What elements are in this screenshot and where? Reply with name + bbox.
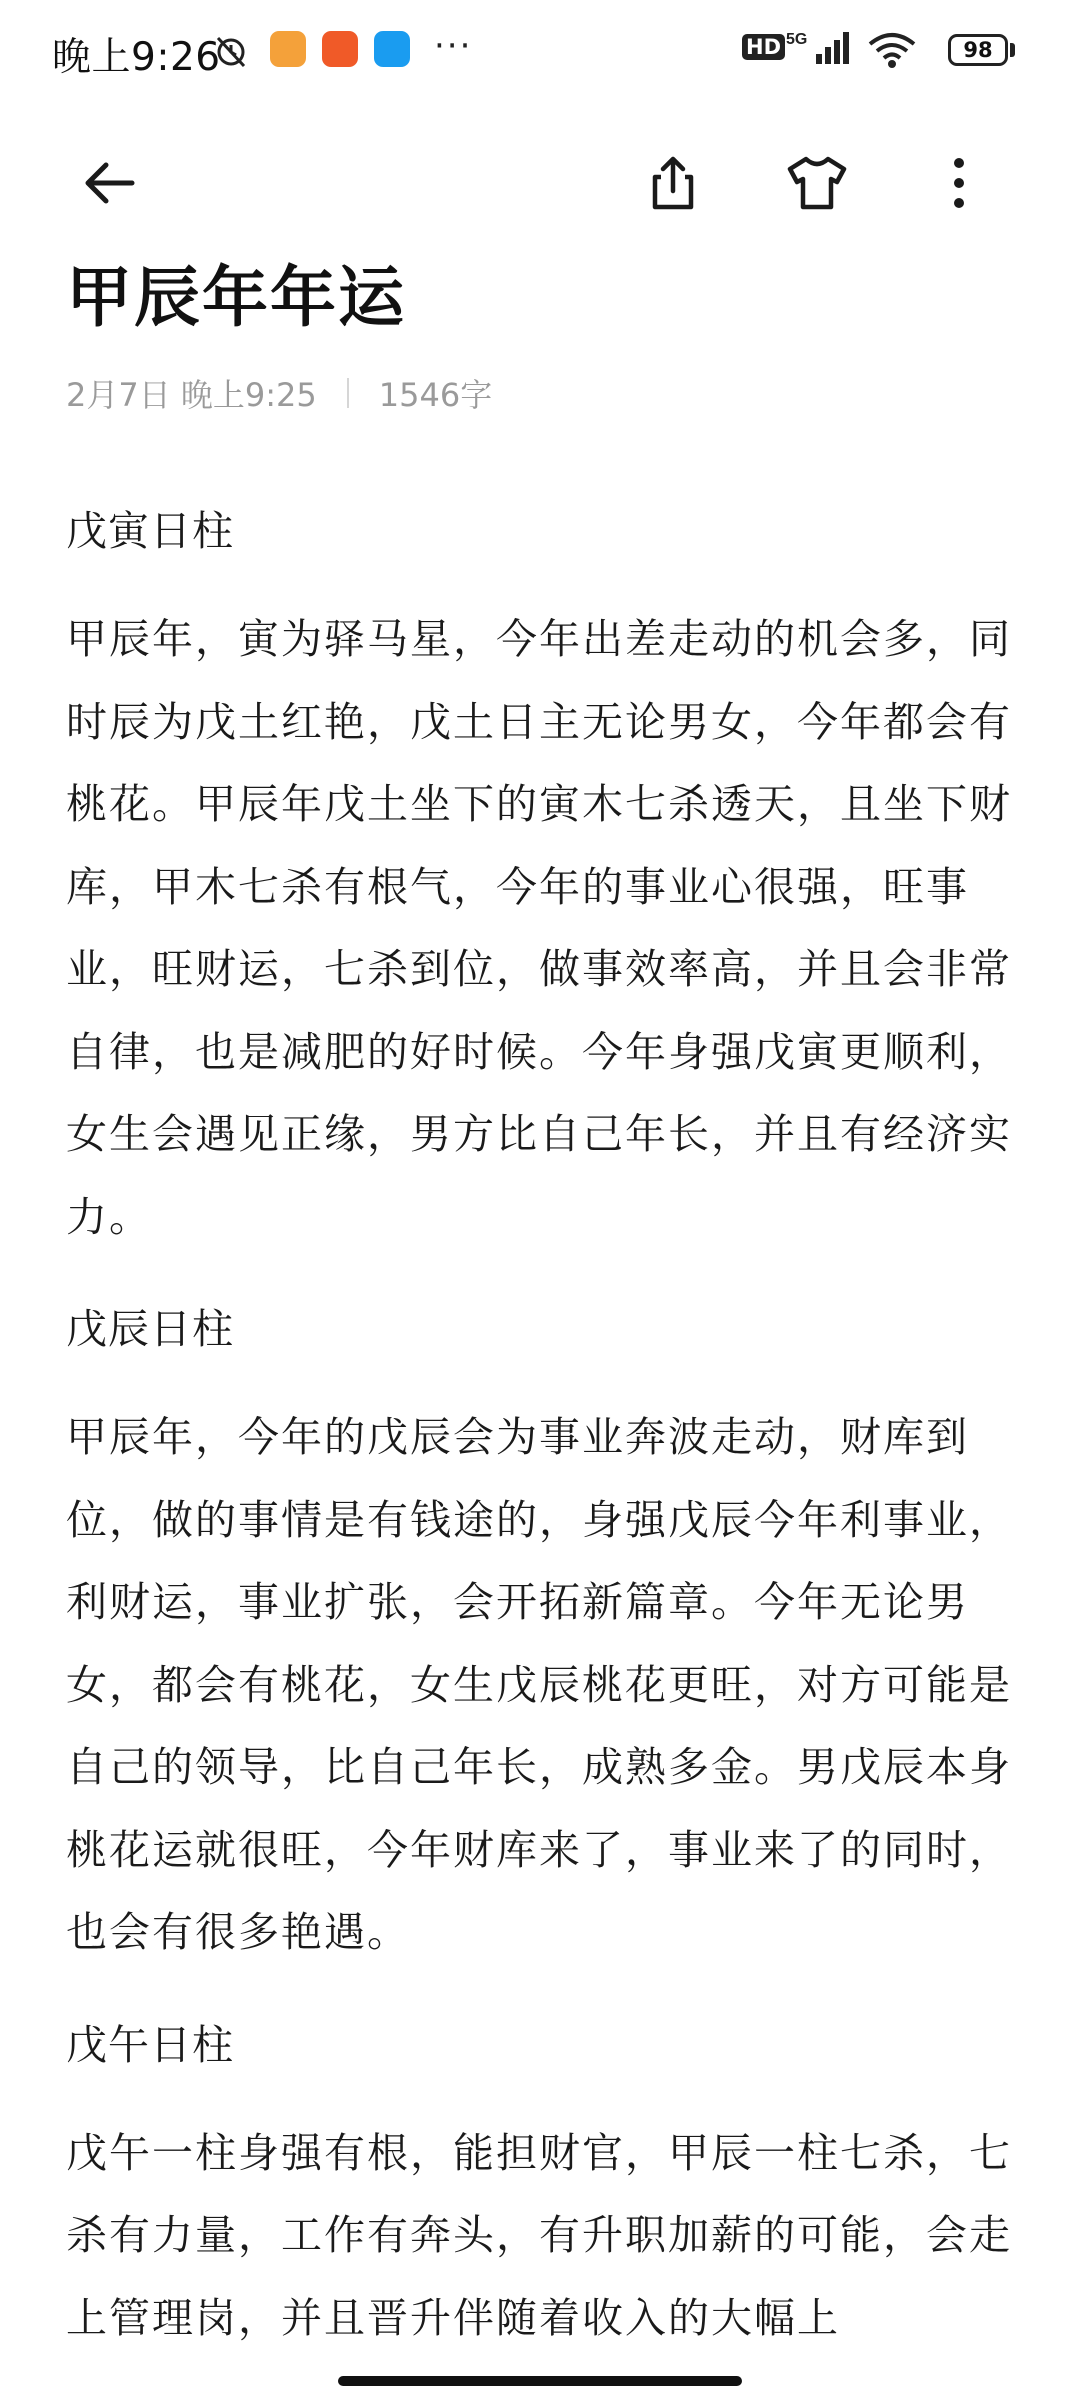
status-bar bbox=[0, 0, 1080, 110]
more-vertical-icon bbox=[949, 153, 969, 213]
note-meta bbox=[66, 370, 492, 416]
section-heading: 戊辰日柱 bbox=[66, 1305, 234, 1353]
section-wuchen bbox=[66, 1288, 1026, 1974]
back-button[interactable] bbox=[55, 128, 165, 238]
section-paragraph: 戊午一柱身强有根，能担财官，甲辰一柱七杀，七杀有力量，工作有奔头，有升职加薪的可能，会走上管理岗，并且晋升伴随着收入的大幅上 bbox=[66, 2128, 1012, 2342]
app-notification-icon bbox=[270, 31, 306, 67]
alarm-off-icon bbox=[212, 32, 250, 74]
wifi-icon bbox=[866, 30, 918, 74]
section-paragraph: 甲辰年，寅为驿马星，今年出差走动的机会多，同时辰为戊土红艳，戊土日主无论男女，今年都会有桃花。甲辰年戊土坐下的寅木七杀透天，且坐下财库，甲木七杀有根气，今年的事业心很强，旺事业，旺财运，七杀到位，做事效率高，并且会非常自律，也是减肥的好时候。今年身强戊寅更顺利，女生会遇见正缘，男方比自己年长，并且有经济实力。 bbox=[66, 615, 1012, 1241]
section-heading: 戊寅日柱 bbox=[66, 507, 234, 555]
share-button[interactable] bbox=[618, 128, 728, 238]
svg-text:5G: 5G bbox=[786, 31, 808, 48]
more-notifications-icon: ··· bbox=[434, 26, 473, 66]
battery-tip bbox=[1010, 43, 1015, 57]
hd-badge: HD bbox=[742, 34, 785, 60]
section-wuwu bbox=[66, 2004, 1026, 2360]
home-indicator[interactable] bbox=[338, 2376, 742, 2386]
section-wuyin bbox=[66, 490, 1026, 1258]
taobao-app-icon bbox=[322, 31, 358, 67]
more-options-button[interactable] bbox=[904, 128, 1014, 238]
share-icon bbox=[643, 153, 703, 213]
arrow-left-icon bbox=[78, 151, 142, 215]
battery-indicator: 98 bbox=[948, 34, 1008, 66]
browser-app-icon bbox=[374, 31, 410, 67]
tshirt-icon bbox=[786, 153, 848, 213]
section-heading: 戊午日柱 bbox=[66, 2020, 234, 2069]
note-date: 2月7日 晚上9:25 bbox=[66, 376, 317, 414]
note-title[interactable]: 甲辰年年运 bbox=[66, 259, 406, 336]
note-body[interactable] bbox=[66, 490, 1026, 2389]
note-toolbar bbox=[0, 110, 1080, 260]
meta-divider bbox=[347, 378, 349, 408]
theme-button[interactable] bbox=[762, 128, 872, 238]
signal-icon bbox=[786, 28, 852, 72]
note-word-count: 1546字 bbox=[378, 376, 493, 414]
status-time: 晚上9:26 bbox=[52, 35, 221, 80]
section-paragraph: 甲辰年，今年的戊辰会为事业奔波走动，财库到位，做的事情是有钱途的，身强戊辰今年利事业，利财运，事业扩张，会开拓新篇章。今年无论男女，都会有桃花，女生戊辰桃花更旺，对方可能是自己的领导，比自己年长，成熟多金。男戊辰本身桃花运就很旺，今年财库来了，事业来了的同时，也会有很多艳遇。 bbox=[66, 1413, 1012, 1956]
